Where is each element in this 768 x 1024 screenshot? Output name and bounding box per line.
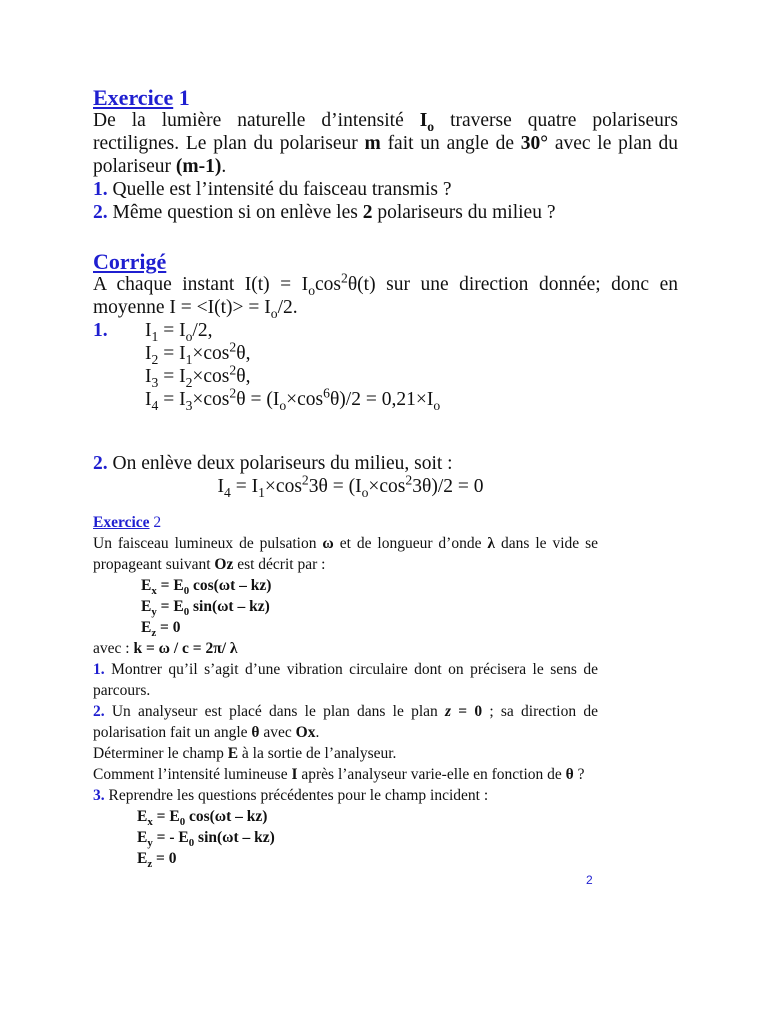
equation-i4: $I_4 = I_3\times\cos^2\theta = (I_o\times\cos^6\theta)/2 = 0,21\times I_o$ — [145, 385, 441, 413]
exercise-2-question-2-field: Déterminer le champ E à la sortie de l’analyseur. — [93, 745, 397, 762]
equation-ex-3: $E_x = E_0$ cos(ωt – kz) — [137, 808, 268, 829]
exercise-2-intro: Un faisceau lumineux de pulsation ω et de longueur d’onde λ dans le vide se propageant suivant Oz est décrit par : — [93, 535, 598, 573]
equation-i3: $I_3 = I_2\times\cos^2\theta$, — [145, 362, 251, 390]
equation-ex: $E_x = E_0$ cos(ωt – kz) — [141, 577, 272, 598]
exercise-2-question-1: 1. Montrer qu’il s’agit d’une vibration circulaire dont on précisera le sens de parcours. — [93, 661, 598, 699]
exercise-2 — [93, 512, 598, 869]
equation-ey-3: $E_y$ = - $E_0$ sin(ωt – kz) — [137, 829, 275, 850]
correction-intro: A chaque instant $I(t) = I_o\cos^2\theta(t)$ sur une direction donnée; donc en moyenne $I = <I(t)> = I_o/2$. — [93, 270, 679, 321]
equation-ez: $E_z = 0$ — [141, 619, 181, 640]
exercise-2-title: Exercice 2 — [93, 514, 162, 531]
wave-number-definition: avec : k = ω / c = 2π/ λ — [93, 640, 238, 657]
exercise-2-question-2: 2. Un analyseur est placé dans le plan dans le plan z = 0 ; sa direction de polarisation fait un angle θ avec Ox. — [93, 703, 598, 741]
equation-ez-3: $E_z = 0$ — [137, 850, 177, 871]
exercise-1-question-1: 1. Quelle est l’intensité du faisceau transmis ? — [93, 179, 452, 200]
correction-title: Corrigé — [93, 249, 167, 274]
correction-part-2 — [93, 452, 678, 498]
equation-i4-final: $I_4 = I_1\times\cos^23\theta = (I_o\times\cos^23\theta)/2 = 0$ — [217, 472, 484, 500]
exercise-2-question-3: 3. Reprendre les questions précédentes pour le champ incident : — [93, 787, 489, 804]
equation-i1: $I_1 = I_o/2$, — [145, 320, 213, 344]
correction — [93, 250, 678, 411]
exercise-1-statement: De la lumière naturelle d’intensité $I_o$ traverse quatre polariseurs rectilignes. Le plan du polariseur m fait un angle de 30° avec le plan du polariseur (m-1). — [93, 110, 678, 177]
exercise-1-question-2: 2. Même question si on enlève les 2 polariseurs du milieu ? — [93, 202, 556, 223]
equation-ey: $E_y = E_0$ sin(ωt – kz) — [141, 598, 270, 619]
exercise-1 — [93, 86, 678, 224]
correction-part-1: 1. $I_1 = I_o/2$, $I_2 = I_1\times\cos^2\theta$, $I_3 = I_2\times\cos^2\theta$, $I_4 = I_3\times\cos^2\theta = (I_o\times\cos^6\theta)/2 = 0,21\times I_o$ — [93, 319, 678, 411]
page-number: 2 — [586, 873, 593, 887]
exercise-2-question-2-intensity: Comment l’intensité lumineuse I après l’analyseur varie-elle en fonction de θ ? — [93, 766, 585, 783]
correction-part-2-text: 2. On enlève deux polariseurs du milieu, soit : — [93, 453, 453, 474]
equation-i2: $I_2 = I_1\times\cos^2\theta$, — [145, 339, 251, 367]
exercise-1-title: Exercice 1 — [93, 85, 190, 110]
